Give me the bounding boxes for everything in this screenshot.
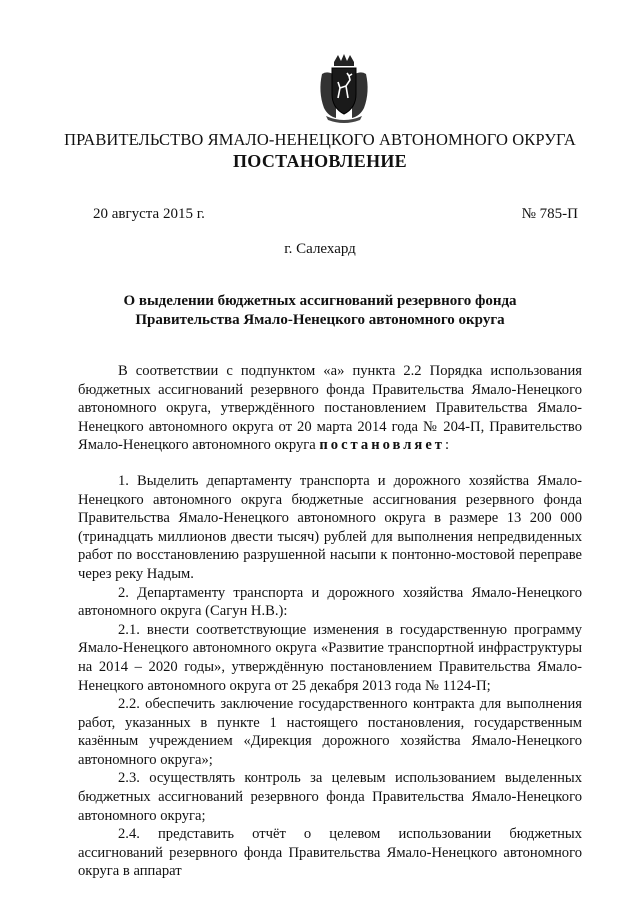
paragraph-2-3: 2.3. осуществлять контроль за целевым использованием выделенных бюджетных ассигнований резервного фонда Правительства Ямало-Ненецкого автономного округа; bbox=[78, 770, 582, 824]
subject-line-1: О выделении бюджетных ассигнований резервного фонда bbox=[123, 293, 517, 309]
document-date: 20 августа 2015 г. bbox=[93, 206, 205, 222]
preamble-paragraph bbox=[78, 362, 582, 455]
resolves-word: постановляет bbox=[319, 437, 445, 454]
document-subject bbox=[100, 292, 540, 330]
document-number: № 785-П bbox=[521, 206, 578, 222]
document-city: г. Салехард bbox=[284, 241, 356, 257]
document-body bbox=[78, 362, 582, 881]
document-type-title: ПОСТАНОВЛЕНИЕ bbox=[233, 151, 407, 171]
paragraph-2-4: 2.4. представить отчёт о целевом использовании бюджетных ассигнований резервного фонда Правительства Ямало-Ненецкого автономного округа в аппарат bbox=[78, 826, 582, 880]
government-title: ПРАВИТЕЛЬСТВО ЯМАЛО-НЕНЕЦКОГО АВТОНОМНОГО ОКРУГА bbox=[64, 130, 576, 149]
preamble-text: В соответствии с подпунктом «а» пункта 2.2 Порядка использования бюджетных ассигнований резервного фонда Правительства Ямало-Ненецкого автономного округа, утверждённого постановлением Правительства Ямало-Ненецкого автономного округа от 20 марта 2014 года № 204-П, Правительство Ямало-Ненецкого автономного округа bbox=[78, 363, 582, 454]
resolves-colon: : bbox=[444, 437, 450, 454]
paragraph-2: 2. Департаменту транспорта и дорожного хозяйства Ямало-Ненецкого автономного округа (Сагун Н.В.): bbox=[78, 584, 582, 620]
paragraph-2-1: 2.1. внести соответствующие изменения в государственную программу Ямало-Ненецкого автономного округа «Развитие транспортной инфраструктуры на 2014 – 2020 годы», утверждённую постановлением Правительства Ямало-Ненецкого автономного округа от 25 декабря 2013 года № 1124-П; bbox=[78, 621, 582, 694]
subject-line-2: Правительства Ямало-Ненецкого автономного округа bbox=[135, 312, 505, 328]
paragraph-1: 1. Выделить департаменту транспорта и дорожного хозяйства Ямало-Ненецкого автономного округа бюджетные ассигнования резервного фонда Правительства Ямало-Ненецкого автономного округа в размере 13 200 000 (тринадцать миллионов двести тысяч) рублей для выполнения непредвиденных работ по восстановлению разрушенной насыпи к понтонно-мостовой переправе через реку Надым. bbox=[78, 472, 582, 582]
coat-of-arms-icon bbox=[316, 52, 372, 124]
paragraph-2-2: 2.2. обеспечить заключение государственного контракта для выполнения работ, указанных в пункте 1 настоящего постановления, государственным казённым учреждением «Дирекция дорожного хозяйства Ямало-Ненецкого автономного округа»; bbox=[78, 696, 582, 768]
